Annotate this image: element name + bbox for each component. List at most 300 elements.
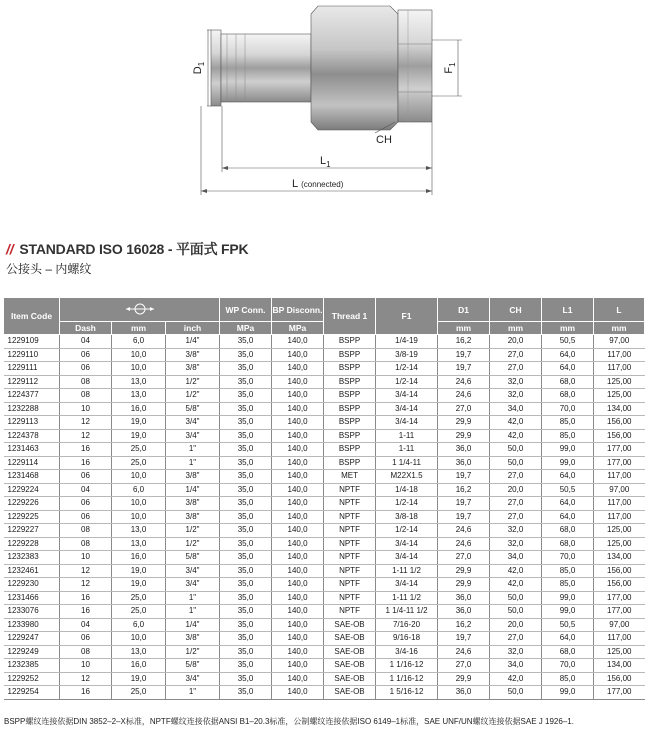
table-cell: 36,0 [438,443,490,457]
table-cell: 64,0 [542,497,594,511]
table-cell: 19,7 [438,470,490,484]
table-cell: 64,0 [542,470,594,484]
table-cell: 140,0 [272,335,324,349]
d1-label: D [192,66,204,75]
table-cell: 35,0 [220,348,272,362]
table-cell: 5/8" [166,402,220,416]
table-cell: 1229225 [4,510,60,524]
table-cell: 10 [60,659,112,673]
table-cell: 140,0 [272,618,324,632]
table-row [4,497,645,511]
table-cell: 3/8" [166,362,220,376]
table-cell: 20,0 [490,483,542,497]
table-cell: 3/8" [166,348,220,362]
table-cell: 27,0 [438,402,490,416]
table-cell: SAE-OB [324,618,376,632]
table-row [4,348,645,362]
col-thread1: Thread 1 [324,298,376,335]
section-subheading: 公接头 – 内螺纹 [6,262,92,276]
table-cell: 70,0 [542,551,594,565]
table-cell: 6,0 [112,483,166,497]
table-cell: 117,00 [594,470,645,484]
table-cell: 32,0 [490,537,542,551]
table-cell: 27,0 [490,362,542,376]
table-cell: 16 [60,591,112,605]
table-cell: 68,0 [542,524,594,538]
table-cell: 50,0 [490,686,542,700]
table-cell: 68,0 [542,389,594,403]
svg-text:D1 [192,61,206,74]
table-cell: 35,0 [220,605,272,619]
table-cell: 3/4" [166,429,220,443]
table-cell: 1229114 [4,456,60,470]
table-cell: 1/2" [166,389,220,403]
table-cell: 25,0 [112,605,166,619]
table-row [4,551,645,565]
table-cell: 12 [60,416,112,430]
table-cell: SAE-OB [324,686,376,700]
table-cell: 19,0 [112,416,166,430]
table-cell: 3/4-14 [376,537,438,551]
spec-table [3,297,645,700]
table-cell: 19,0 [112,578,166,592]
table-cell: 06 [60,470,112,484]
table-cell: 64,0 [542,348,594,362]
table-cell: 25,0 [112,456,166,470]
table-cell: 99,0 [542,686,594,700]
svg-text:F1 [443,62,457,74]
table-header-row [4,298,645,322]
table-cell: 35,0 [220,537,272,551]
unit-mm: mm [594,322,645,335]
table-cell: 16,2 [438,483,490,497]
table-cell: 5/8" [166,659,220,673]
table-cell: 04 [60,335,112,349]
table-cell: 3/4-16 [376,645,438,659]
table-cell: 1231463 [4,443,60,457]
table-cell: 68,0 [542,645,594,659]
table-cell: 06 [60,348,112,362]
table-cell: 140,0 [272,605,324,619]
table-cell: 1" [166,456,220,470]
table-cell: 1/2-14 [376,524,438,538]
table-cell: 1229109 [4,335,60,349]
table-cell: 35,0 [220,362,272,376]
table-cell: 140,0 [272,402,324,416]
table-cell: 32,0 [490,524,542,538]
table-cell: 97,00 [594,618,645,632]
table-cell: 3/8" [166,510,220,524]
table-cell: 06 [60,510,112,524]
hose-size-icon [125,302,155,316]
table-row [4,686,645,700]
table-cell: 35,0 [220,578,272,592]
col-bp-disconn: BP Disconn. [272,298,324,322]
l-label: L [292,178,299,190]
table-cell: 36,0 [438,605,490,619]
table-cell: BSPP [324,443,376,457]
table-cell: 12 [60,564,112,578]
table-cell: BSPP [324,362,376,376]
table-row [4,402,645,416]
table-cell: 35,0 [220,375,272,389]
table-cell: BSPP [324,402,376,416]
table-cell: 134,00 [594,551,645,565]
table-cell: 1224378 [4,429,60,443]
table-cell: NPTF [324,578,376,592]
table-cell: 35,0 [220,551,272,565]
table-cell: 24,6 [438,645,490,659]
table-cell: 27,0 [490,348,542,362]
table-cell: 117,00 [594,510,645,524]
table-cell: 1/2-14 [376,362,438,376]
table-row [4,645,645,659]
table-cell: 42,0 [490,672,542,686]
table-cell: 117,00 [594,497,645,511]
table-cell: 140,0 [272,389,324,403]
table-cell: 20,0 [490,618,542,632]
table-cell: 1/4-19 [376,335,438,349]
table-cell: 25,0 [112,443,166,457]
table-cell: 99,0 [542,456,594,470]
table-cell: 10 [60,551,112,565]
table-cell: 1229254 [4,686,60,700]
table-row [4,537,645,551]
table-cell: SAE-OB [324,659,376,673]
table-cell: 140,0 [272,456,324,470]
table-row [4,456,645,470]
table-row [4,605,645,619]
table-cell: 04 [60,618,112,632]
table-cell: 156,00 [594,578,645,592]
table-cell: 10 [60,402,112,416]
col-item-code: Item Code [4,298,60,335]
unit-inch: inch [166,322,220,335]
table-cell: 1" [166,686,220,700]
table-cell: 140,0 [272,362,324,376]
table-row [4,578,645,592]
table-cell: 117,00 [594,362,645,376]
unit-mpa: MPa [272,322,324,335]
table-cell: 3/4-14 [376,402,438,416]
l1-sub-label: 1 [326,160,331,169]
table-cell: M22X1.5 [376,470,438,484]
table-cell: 140,0 [272,429,324,443]
table-cell: 1" [166,591,220,605]
table-cell: 19,0 [112,564,166,578]
table-cell: 35,0 [220,470,272,484]
svg-text:L1 [320,155,331,169]
unit-mm: mm [438,322,490,335]
table-cell: 35,0 [220,591,272,605]
table-cell: 3/8" [166,470,220,484]
table-cell: 125,00 [594,645,645,659]
table-cell: 1232288 [4,402,60,416]
table-cell: 177,00 [594,686,645,700]
table-cell: 13,0 [112,645,166,659]
table-cell: 36,0 [438,456,490,470]
table-cell: 27,0 [490,510,542,524]
table-cell: 85,0 [542,672,594,686]
table-cell: 64,0 [542,362,594,376]
table-cell: NPTF [324,551,376,565]
table-cell: 50,0 [490,591,542,605]
coupling-technical-drawing [0,0,650,232]
table-cell: 50,0 [490,605,542,619]
table-cell: 35,0 [220,483,272,497]
table-cell: 140,0 [272,645,324,659]
table-cell: 50,5 [542,483,594,497]
table-cell: 1229227 [4,524,60,538]
table-cell: 7/16-20 [376,618,438,632]
table-cell: 1224377 [4,389,60,403]
table-cell: 6,0 [112,335,166,349]
table-cell: 35,0 [220,416,272,430]
table-cell: 16,0 [112,402,166,416]
col-wp-conn: WP Conn. [220,298,272,322]
table-cell: 1/4" [166,618,220,632]
table-cell: 35,0 [220,618,272,632]
table-cell: NPTF [324,483,376,497]
table-cell: 1/2-14 [376,375,438,389]
table-cell: 35,0 [220,497,272,511]
table-cell: 9/16-18 [376,632,438,646]
table-cell: 99,0 [542,605,594,619]
table-cell: 1229111 [4,362,60,376]
table-cell: 1 5/16-12 [376,686,438,700]
table-cell: 50,0 [490,443,542,457]
table-cell: BSPP [324,335,376,349]
table-cell: 125,00 [594,375,645,389]
table-row [4,591,645,605]
table-cell: 13,0 [112,524,166,538]
table-cell: 1-11 1/2 [376,564,438,578]
col-l1: L1 [542,298,594,322]
table-cell: 156,00 [594,564,645,578]
table-cell: NPTF [324,497,376,511]
table-cell: 32,0 [490,645,542,659]
table-cell: 140,0 [272,537,324,551]
table-cell: 140,0 [272,497,324,511]
heading-slashes: // [6,241,14,257]
table-cell: 10,0 [112,632,166,646]
table-cell: 140,0 [272,375,324,389]
table-cell: 70,0 [542,659,594,673]
table-cell: 29,9 [438,429,490,443]
table-cell: 64,0 [542,510,594,524]
table-cell: 134,00 [594,402,645,416]
table-cell: 3/4-14 [376,578,438,592]
unit-dash: Dash [60,322,112,335]
unit-mm: mm [112,322,166,335]
table-cell: 24,6 [438,389,490,403]
table-body [4,335,645,700]
table-cell: 35,0 [220,456,272,470]
table-cell: 140,0 [272,348,324,362]
table-cell: 1/4-18 [376,483,438,497]
table-cell: 35,0 [220,564,272,578]
table-cell: 10,0 [112,362,166,376]
unit-mm: mm [542,322,594,335]
table-cell: 1229224 [4,483,60,497]
table-cell: 134,00 [594,659,645,673]
table-cell: 1232385 [4,659,60,673]
table-cell: 1/4" [166,483,220,497]
svg-text:L(connected) [292,178,344,190]
table-cell: 177,00 [594,443,645,457]
table-cell: 140,0 [272,672,324,686]
table-cell: 13,0 [112,537,166,551]
table-cell: 50,5 [542,335,594,349]
table-cell: 3/4" [166,416,220,430]
table-cell: 6,0 [112,618,166,632]
table-cell: 140,0 [272,564,324,578]
table-cell: 06 [60,497,112,511]
table-cell: 1-11 [376,443,438,457]
table-row [4,429,645,443]
table-cell: 04 [60,483,112,497]
table-cell: 13,0 [112,375,166,389]
table-cell: 35,0 [220,389,272,403]
table-cell: 3/4-14 [376,416,438,430]
table-cell: 140,0 [272,510,324,524]
table-row [4,389,645,403]
table-cell: 1-11 [376,429,438,443]
table-cell: 177,00 [594,591,645,605]
table-cell: SAE-OB [324,632,376,646]
table-cell: 1229112 [4,375,60,389]
table-cell: 12 [60,578,112,592]
table-cell: 12 [60,429,112,443]
table-cell: 16,2 [438,335,490,349]
table-cell: NPTF [324,510,376,524]
table-cell: 10,0 [112,348,166,362]
table-cell: 24,6 [438,375,490,389]
table-cell: 1 1/16-12 [376,672,438,686]
table-cell: 1" [166,605,220,619]
table-cell: NPTF [324,591,376,605]
table-cell: 35,0 [220,429,272,443]
table-cell: 1/2" [166,645,220,659]
section-heading [6,239,248,259]
col-f1: F1 [376,298,438,335]
table-cell: 156,00 [594,672,645,686]
table-cell: 5/8" [166,551,220,565]
table-cell: 177,00 [594,605,645,619]
table-cell: 64,0 [542,632,594,646]
table-cell: NPTF [324,605,376,619]
table-row [4,618,645,632]
table-cell: 42,0 [490,564,542,578]
col-hose-size [60,298,220,322]
table-cell: 24,6 [438,537,490,551]
table-cell: 13,0 [112,389,166,403]
table-cell: 32,0 [490,389,542,403]
table-cell: 1/2-14 [376,497,438,511]
table-row [4,443,645,457]
table-cell: 29,9 [438,416,490,430]
table-cell: 85,0 [542,416,594,430]
table-cell: 1229247 [4,632,60,646]
table-cell: 27,0 [438,659,490,673]
table-row [4,470,645,484]
table-cell: 140,0 [272,470,324,484]
table-cell: 1229230 [4,578,60,592]
table-cell: 140,0 [272,591,324,605]
table-cell: 1 1/4-11 1/2 [376,605,438,619]
table-cell: 08 [60,524,112,538]
table-cell: 50,5 [542,618,594,632]
table-row [4,632,645,646]
table-cell: 1 1/4-11 [376,456,438,470]
table-cell: 35,0 [220,632,272,646]
table-cell: 1/2" [166,537,220,551]
table-cell: 08 [60,375,112,389]
table-cell: 3/4" [166,578,220,592]
table-cell: 125,00 [594,389,645,403]
table-cell: 99,0 [542,443,594,457]
table-cell: 34,0 [490,402,542,416]
table-cell: 50,0 [490,456,542,470]
table-cell: 36,0 [438,591,490,605]
table-cell: 16 [60,605,112,619]
table-cell: 16,0 [112,659,166,673]
table-cell: 08 [60,645,112,659]
table-cell: 97,00 [594,335,645,349]
table-row [4,524,645,538]
table-cell: 10,0 [112,497,166,511]
table-cell: 140,0 [272,578,324,592]
table-row [4,416,645,430]
table-cell: 35,0 [220,335,272,349]
table-row [4,659,645,673]
table-cell: 19,7 [438,510,490,524]
table-cell: 70,0 [542,402,594,416]
table-cell: MET [324,470,376,484]
table-cell: 1229228 [4,537,60,551]
col-ch: CH [490,298,542,322]
table-cell: 1232383 [4,551,60,565]
table-cell: 35,0 [220,443,272,457]
table-cell: 140,0 [272,551,324,565]
table-cell: 20,0 [490,335,542,349]
table-cell: 3/4" [166,564,220,578]
l1-label: L [320,155,327,167]
table-cell: SAE-OB [324,672,376,686]
table-cell: 35,0 [220,524,272,538]
table-cell: 34,0 [490,551,542,565]
table-cell: BSPP [324,416,376,430]
table-cell: NPTF [324,564,376,578]
table-cell: 42,0 [490,429,542,443]
table-row [4,335,645,349]
table-cell: 16 [60,456,112,470]
table-cell: 1-11 1/2 [376,591,438,605]
table-cell: 68,0 [542,537,594,551]
table-cell: 19,7 [438,362,490,376]
table-row [4,375,645,389]
table-cell: 85,0 [542,564,594,578]
table-cell: 1229226 [4,497,60,511]
table-cell: 3/8-19 [376,348,438,362]
table-cell: 1" [166,443,220,457]
table-cell: 1229110 [4,348,60,362]
table-cell: 140,0 [272,524,324,538]
table-cell: 3/4" [166,672,220,686]
table-cell: 19,7 [438,497,490,511]
table-cell: 1/2" [166,524,220,538]
table-cell: 140,0 [272,686,324,700]
